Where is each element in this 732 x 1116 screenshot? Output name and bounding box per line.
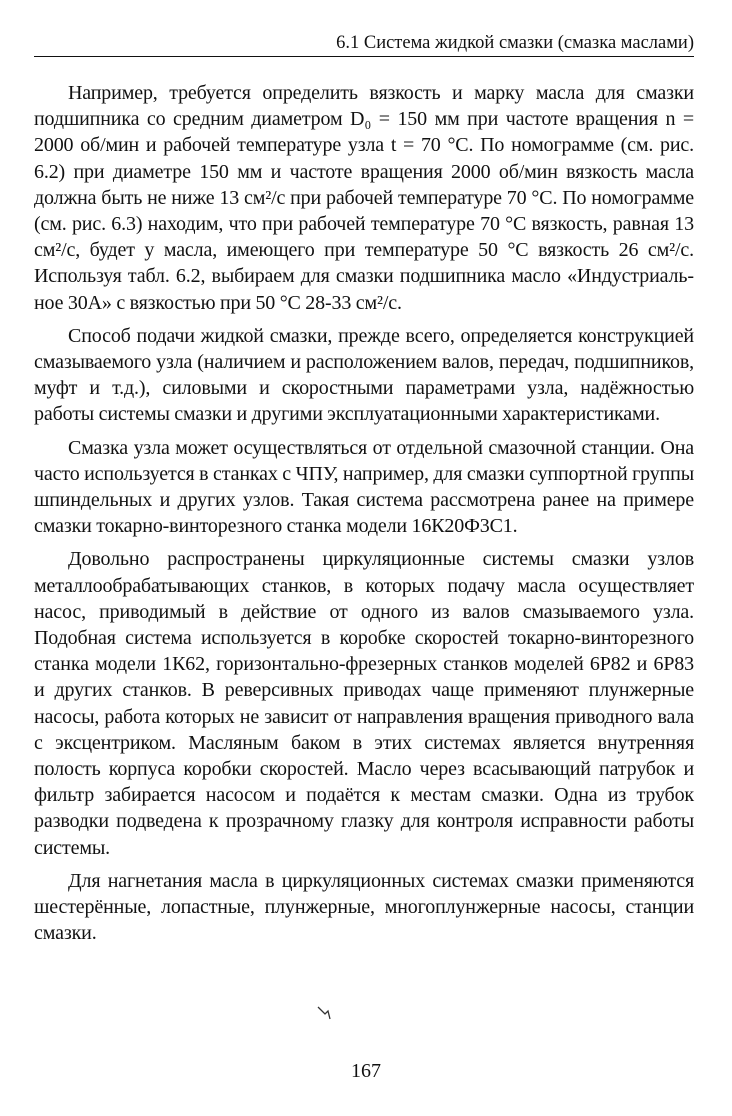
running-header-title: 6.1 Система жидкой смазки (смазка маслами) — [336, 33, 694, 53]
scan-mark-icon — [316, 1004, 332, 1020]
page-body — [34, 80, 694, 954]
paragraph-circulation-systems: Довольно распространены циркуляционные системы смазки узлов металлообрабатывающих станков, в которых подачу масла осуществляет насос, приводимый в действие от одного из валов смазываемого узла. Подобная система используется в коробке скоростей токарно-винторезного станка модели 1К62, горизонтально-фрезерных станков моделей 6Р82 и 6Р83 и других станков. В реверсивных приводах чаще применяют плунжерные насосы, работа которых не зависит от направления вращения приводного вала с эксцентриком. Масляным баком в этих системах является внутренняя полость корпуса коробки скоростей. Масло через всасывающий патрубок и фильтр забирается насосом и подаётся к местам смазки. Одна из трубок разводки подведена к прозрачному глазку для контроля исправности работы системы. — [34, 548, 694, 859]
paragraph-pumps: Для нагнетания масла в циркуляционных системах смазки применяются шестерённые, лопастные, плунжерные, многоплунжерные насосы, станции смазки. — [34, 869, 694, 945]
paragraph-viscosity-example: Например, требуется определить вязкость и марку масла для смазки подшипника со средним диаметром D₀ = 150 мм при частоте вращения n = 2000 об/мин и рабочей температуре узла t = 70 °С. По номограмме (см. рис. 6.2) при диаметре 150 мм и частоте вращения 2000 об/мин вязкость масла должна быть не ниже 13 см²/с при рабочей температуре 70 °С. По номограмме (см. рис. 6.3) находим, что при рабочей температуре 70 °С вязкость, равная 13 см²/с, будет у масла, имеющего при температуре 50 °С вязкость 26 см²/с. Используя табл. 6.2, выбираем для смазки подшипника масло «Индустриальное 30А» с вязкостью при 50 °С 28-33 см²/с. — [34, 82, 694, 314]
paragraph-lubrication-station: Смазка узла может осуществляться от отдельной смазочной станции. Она часто используется в станках с ЧПУ, например, для смазки суппортной группы шпиндельных и других узлов. Такая система рассмотрена ранее на примере смазки токарно-винторезного станка модели 16К20Ф3С1. — [34, 436, 694, 538]
running-header — [34, 30, 694, 57]
paragraph-supply-method: Способ подачи жидкой смазки, прежде всего, определяется конструкцией смазываемого узла (наличием и расположением валов, передач, подшипников, муфт и т.д.), силовыми и скоростными параметрами узла, надёжностью работы системы смазки и другими эксплуатационными характеристиками. — [34, 324, 694, 426]
page-number: 167 — [351, 1060, 381, 1082]
